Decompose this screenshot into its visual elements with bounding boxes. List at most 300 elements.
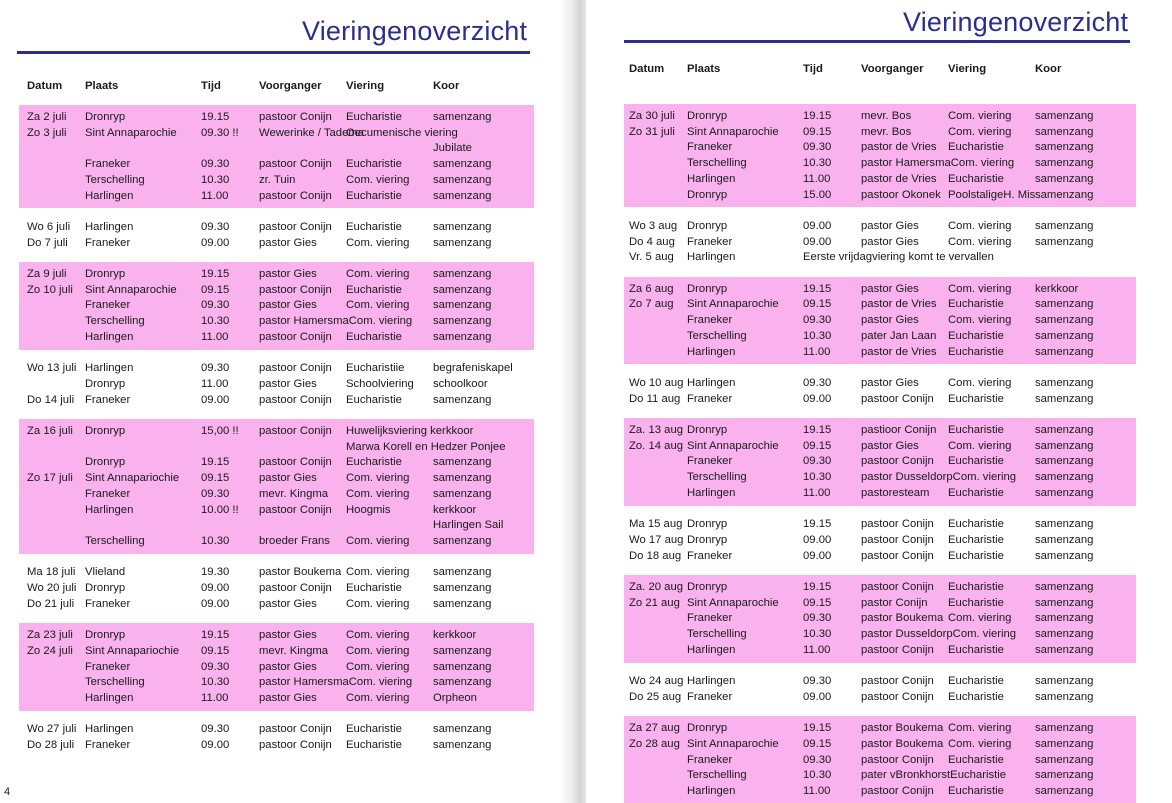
cell-choir: samenzang — [433, 566, 492, 579]
cell-time: 11.00 — [201, 330, 229, 343]
cell-service: Com. viering — [948, 439, 1012, 452]
cell-date: Zo 21 aug — [629, 596, 680, 609]
cell-place: Sint Annapariochie — [85, 644, 180, 657]
cell-time: 09.00 — [803, 690, 832, 703]
table-row — [0, 126, 572, 142]
cell-service: Eucharistie — [948, 329, 1004, 342]
cell-time: 09.30 — [803, 612, 832, 625]
cell-service: Eucharistie — [948, 486, 1004, 499]
cell-date: Ma 15 aug — [629, 518, 683, 531]
cell-service: Eucharistie — [948, 392, 1004, 405]
cell-service: Eucharistie — [346, 739, 402, 751]
cell-place: Sint Annaparochie — [85, 283, 177, 296]
cell-date: Wo 17 aug — [629, 533, 684, 546]
cell-choir: samenzang — [1035, 439, 1094, 452]
table-row — [586, 611, 1172, 627]
cell-celebrant: pastor Gies — [259, 377, 317, 390]
cell-place: Franeker — [687, 392, 733, 405]
cell-time: 19.15 — [201, 268, 230, 280]
cell-time: 10.30 — [803, 157, 832, 170]
column-header-service: Viering — [948, 63, 987, 75]
cell-time: 19.15 — [803, 110, 832, 122]
page-number: 4 — [4, 786, 11, 798]
cell-service: Com. viering — [346, 173, 410, 186]
table-row — [586, 109, 1172, 125]
table-row — [586, 533, 1172, 549]
cell-choir: samenzang — [1035, 769, 1094, 782]
cell-choir: samenzang — [433, 456, 492, 469]
cell-date: Do 4 aug — [629, 235, 675, 248]
cell-place: Terschelling — [687, 471, 747, 484]
cell-date: Zo 28 aug — [629, 738, 680, 750]
cell-choir: samenzang — [433, 644, 492, 657]
cell-celebrant: pastoor Conijn — [861, 455, 934, 468]
cell-date: Wo 20 juli — [27, 582, 77, 594]
cell-celebrant: pastor DusseldorpCom. viering — [861, 628, 1017, 641]
cell-place: Terschelling — [85, 676, 145, 689]
cell-service: Eucharistie — [948, 345, 1004, 358]
cell-place: Harlingen — [687, 643, 736, 656]
cell-service: Eucharistie — [346, 189, 402, 202]
cell-choir: samenzang — [433, 597, 492, 610]
cell-service: Eucharistie — [948, 675, 1004, 688]
cell-celebrant: pastor Gies — [861, 282, 919, 295]
table-row — [0, 377, 572, 393]
cell-celebrant: zr. Tuin — [259, 173, 296, 186]
cell-celebrant: pastor Gies — [259, 629, 317, 642]
cell-place: Franeker — [687, 753, 733, 766]
table-row — [0, 675, 572, 691]
cell-celebrant: pastoor Conijn — [861, 533, 934, 546]
cell-choir: kerkkoor — [433, 503, 477, 516]
cell-choir: samenzang — [1035, 188, 1094, 201]
cell-time: 09.30 — [201, 158, 230, 171]
table-row — [0, 503, 572, 519]
cell-place: Dronryp — [85, 111, 126, 123]
cell-time: 10.30 — [803, 628, 832, 641]
cell-place: Harlingen — [687, 486, 736, 499]
cell-service: Com. viering — [948, 314, 1012, 327]
cell-choir: samenzang — [1035, 628, 1094, 641]
cell-place: Vlieland — [85, 566, 126, 579]
table-row — [586, 329, 1172, 345]
table-row — [586, 313, 1172, 329]
cell-choir: samenzang — [433, 283, 492, 296]
cell-choir: begrafeniskapel — [433, 362, 513, 375]
cell-celebrant: pater vBronkhorstEucharistie — [861, 769, 1007, 782]
cell-date: Vr. 5 aug — [629, 251, 674, 264]
table-row — [586, 156, 1172, 172]
cell-service: Huwelijksviering kerkkoor — [346, 425, 474, 437]
cell-celebrant: pastor Gies — [861, 439, 919, 452]
cell-celebrant: pastoor Conijn — [861, 785, 934, 798]
cell-choir: samenzang — [1035, 141, 1094, 154]
cell-place: Dronryp — [687, 533, 728, 546]
cell-time: 09.30 — [803, 753, 832, 766]
cell-choir: samenzang — [1035, 235, 1094, 248]
cell-time: 10.30 — [201, 173, 230, 186]
cell-place: Dronryp — [85, 268, 126, 280]
cell-time: 09.30 !! — [201, 126, 239, 139]
cell-time: 10.30 — [201, 315, 230, 328]
cell-celebrant: pastor Conijn — [861, 596, 928, 609]
cell-time: 09.15 — [803, 439, 832, 452]
cell-place: Dronryp — [85, 582, 126, 594]
cell-celebrant: pastoor Conijn — [259, 503, 332, 516]
cell-celebrant: Wewerinke / Tadema — [259, 126, 365, 139]
cell-place: Harlingen — [687, 345, 736, 358]
table-row — [586, 439, 1172, 455]
cell-celebrant: pastoor Conijn — [861, 675, 934, 688]
table-row — [0, 283, 572, 299]
cell-choir: samenzang — [1035, 690, 1094, 703]
cell-service: Eucharistie — [346, 111, 402, 123]
column-header-time: Tijd — [803, 63, 823, 75]
cell-choir: samenzang — [433, 173, 492, 186]
table-row — [0, 267, 572, 283]
cell-place: Franeker — [85, 393, 131, 406]
cell-celebrant: pastoor Conijn — [259, 723, 332, 736]
cell-choir: samenzang — [1035, 785, 1094, 798]
cell-celebrant: pastoor Conijn — [861, 392, 934, 405]
cell-celebrant: pastor Boukema — [259, 566, 342, 579]
cell-choir: samenzang — [1035, 298, 1094, 311]
cell-choir: samenzang — [1035, 753, 1094, 766]
cell-place: Harlingen — [687, 675, 736, 688]
table-row — [0, 565, 572, 581]
table-row — [586, 125, 1172, 141]
column-header-time: Tijd — [201, 80, 221, 92]
cell-date: Za 9 juli — [27, 268, 67, 280]
cell-celebrant: pastoor Conijn — [259, 283, 332, 296]
cell-choir: samenzang — [1035, 486, 1094, 499]
table-row — [586, 219, 1172, 235]
cell-time: 19.30 — [201, 566, 230, 579]
cell-time: 10.00 !! — [201, 503, 239, 516]
cell-place: Dronryp — [687, 581, 728, 593]
cell-time: 09.00 — [803, 219, 832, 232]
table-row — [586, 674, 1172, 690]
cell-date: Za 23 juli — [27, 629, 73, 642]
cell-service: Eucharistie — [346, 283, 402, 296]
cell-celebrant: pastoor Conijn — [259, 330, 332, 343]
table-row — [0, 581, 572, 597]
cell-time: 15,00 !! — [201, 425, 239, 437]
cell-date: Do 28 juli — [27, 739, 75, 751]
cell-date: Do 21 juli — [27, 597, 75, 610]
cell-time: 15.00 — [803, 188, 832, 201]
cell-time: 09.00 — [803, 235, 832, 248]
cell-time: 11.00 — [803, 785, 831, 798]
cell-service: Com. viering — [948, 722, 1012, 735]
table-row — [586, 627, 1172, 643]
cell-celebrant: pastoor Conijn — [259, 189, 332, 202]
table-row — [0, 518, 572, 534]
cell-service: Com. viering — [948, 612, 1012, 625]
table-row — [586, 250, 1172, 266]
cell-service: Eucharistie — [346, 393, 402, 406]
cell-time: 09.30 — [803, 455, 832, 468]
cell-service: Eucharistie — [948, 549, 1004, 562]
table-header — [0, 79, 572, 97]
cell-choir: samenzang — [433, 534, 492, 547]
cell-time: 09.00 — [201, 739, 230, 751]
cell-time: 09.30 — [201, 362, 230, 375]
cell-place: Harlingen — [85, 189, 134, 202]
cell-choir: samenzang — [433, 268, 492, 280]
cell-time: 19.15 — [803, 282, 832, 295]
cell-service: Eucharistiie — [346, 362, 405, 375]
cell-choir: samenzang — [433, 189, 492, 202]
cell-service: Com. viering — [948, 219, 1012, 232]
cell-celebrant: pastioor Conijn — [861, 424, 937, 436]
cell-celebrant: pastor Boukema — [861, 612, 944, 625]
table-row — [586, 596, 1172, 612]
cell-time: 09.15 — [201, 472, 230, 485]
table-row — [0, 455, 572, 471]
cell-service: Oecumenische viering — [346, 126, 458, 139]
cell-time: 11.00 — [201, 377, 229, 390]
table-row — [0, 361, 572, 377]
cell-choir: kerkkoor — [1035, 282, 1079, 295]
cell-celebrant: pastor Gies — [259, 268, 317, 280]
cell-service: Eucharistie — [948, 596, 1004, 609]
cell-place: Dronryp — [85, 377, 126, 390]
cell-service: Eucharistie — [948, 424, 1004, 436]
cell-place: Harlingen — [85, 691, 134, 704]
table-row — [0, 157, 572, 173]
column-header-choir: Koor — [433, 80, 460, 92]
cell-date: Zo 24 juli — [27, 644, 73, 657]
title-underline — [17, 51, 530, 54]
cell-date: Za 16 juli — [27, 425, 73, 437]
table-row — [0, 189, 572, 205]
cell-celebrant: pastor HamersmaCom. viering — [861, 157, 1015, 170]
cell-celebrant: pastor Gies — [259, 691, 317, 704]
cell-date: Za 2 juli — [27, 111, 67, 123]
column-header-celebrant: Voorganger — [259, 80, 322, 92]
cell-date: Wo 27 juli — [27, 723, 77, 736]
cell-choir: samenzang — [433, 299, 492, 312]
cell-place: Terschelling — [687, 329, 747, 342]
cell-choir: samenzang — [1035, 392, 1094, 405]
cell-place: Harlingen — [85, 723, 134, 736]
cell-service: Marwa Korell en Hedzer Ponjee — [346, 440, 506, 453]
cell-service: Eucharistie — [346, 582, 402, 594]
table-header — [586, 62, 1172, 80]
cell-time: 10.30 — [201, 676, 230, 689]
cell-time: 11.00 — [803, 643, 831, 656]
cell-service: Com. viering — [346, 268, 410, 280]
cell-time: 09.15 — [803, 596, 832, 609]
cell-choir: samenzang — [433, 472, 492, 485]
cell-celebrant: pastoor Conijn — [259, 158, 332, 171]
cell-celebrant: pastor de Vries — [861, 345, 937, 358]
cell-time: 09.30 — [803, 314, 832, 327]
cell-celebrant: pastoor Conijn — [861, 690, 934, 703]
cell-place: Sint Annaparochie — [687, 125, 779, 138]
table-row — [586, 454, 1172, 470]
table-row — [586, 345, 1172, 361]
table-row — [586, 580, 1172, 596]
cell-choir: samenzang — [1035, 125, 1094, 138]
cell-place: Franeker — [687, 690, 733, 703]
cell-choir: samenzang — [1035, 549, 1094, 562]
cell-celebrant: pastor Gies — [861, 235, 919, 248]
cell-choir: samenzang — [433, 582, 492, 594]
cell-choir: samenzang — [1035, 219, 1094, 232]
column-header-place: Plaats — [85, 80, 119, 92]
cell-place: Dronryp — [687, 424, 728, 436]
cell-place: Harlingen — [687, 785, 736, 798]
cell-celebrant: pastor Gies — [861, 219, 919, 232]
table-row — [0, 628, 572, 644]
cell-choir: samenzang — [1035, 643, 1094, 656]
cell-service: Eucharistie — [948, 753, 1004, 766]
cell-celebrant: pastor HamersmaCom. viering — [259, 315, 413, 328]
cell-time: 19.15 — [803, 518, 832, 531]
cell-place: Franeker — [687, 549, 733, 562]
cell-place: Franeker — [85, 660, 131, 673]
table-row — [586, 235, 1172, 251]
cell-celebrant: pastoresteam — [861, 486, 930, 499]
cell-service: Eucharistie — [948, 518, 1004, 531]
cell-place: Harlingen — [85, 220, 134, 233]
cell-choir: samenzang — [433, 723, 492, 736]
cell-choir: samenzang — [1035, 376, 1094, 389]
cell-choir: samenzang — [433, 158, 492, 171]
cell-place: Franeker — [85, 597, 131, 610]
cell-service: Com. viering — [346, 660, 410, 673]
cell-choir: Harlingen Sail — [433, 519, 504, 532]
cell-service: Com. viering — [346, 534, 410, 547]
table-row — [586, 297, 1172, 313]
cell-service: Com. viering — [346, 299, 410, 312]
cell-choir: samenzang — [433, 220, 492, 233]
cell-time: 19.15 — [201, 629, 230, 642]
cell-place: Franeker — [687, 612, 733, 625]
cell-time: 09.15 — [803, 738, 832, 750]
table-row — [586, 753, 1172, 769]
cell-celebrant: pastoor Conijn — [259, 362, 332, 375]
table-row — [0, 330, 572, 346]
cell-date: Do 25 aug — [629, 690, 682, 703]
cell-time: 10.30 — [803, 471, 832, 484]
cell-service: Eucharistie — [948, 581, 1004, 593]
cell-place: Sint Annaparochie — [85, 126, 177, 139]
table-row — [0, 440, 572, 456]
cell-date: Zo 31 juli — [629, 125, 675, 138]
cell-time: 19.15 — [803, 581, 832, 593]
cell-celebrant: pastor Gies — [259, 597, 317, 610]
cell-service: Com. viering — [346, 472, 410, 485]
cell-service: Com. viering — [948, 738, 1012, 750]
cell-time: 09.30 — [201, 220, 230, 233]
cell-place: Franeker — [687, 141, 733, 154]
cell-date: Za 27 aug — [629, 722, 680, 735]
cell-choir: samenzang — [433, 236, 492, 249]
cell-date: Za. 20 aug — [629, 581, 684, 593]
cell-time: 11.00 — [803, 345, 831, 358]
table-row — [0, 236, 572, 252]
cell-time: 11.00 — [201, 691, 229, 704]
cell-service: Eucharistie — [948, 643, 1004, 656]
cell-place: Franeker — [687, 235, 733, 248]
table-row — [0, 471, 572, 487]
cell-celebrant: pastor Gies — [861, 376, 919, 389]
table-row — [586, 486, 1172, 502]
cell-place: Franeker — [85, 487, 131, 500]
cell-place: Terschelling — [687, 769, 747, 782]
cell-choir: samenzang — [1035, 612, 1094, 625]
cell-date: Zo 10 juli — [27, 283, 73, 296]
table-row — [586, 376, 1172, 392]
cell-choir: samenzang — [433, 487, 492, 500]
cell-place: Franeker — [687, 314, 733, 327]
cell-celebrant: pastoor Conijn — [259, 220, 332, 233]
cell-date: Do 14 juli — [27, 393, 75, 406]
cell-time: 10.30 — [803, 769, 832, 782]
cell-place: Harlingen — [85, 503, 134, 516]
cell-choir: samenzang — [433, 739, 492, 751]
cell-place: Sint Annaparochie — [687, 298, 779, 311]
cell-celebrant: pastor Boukema — [861, 738, 944, 750]
cell-time: 11.00 — [803, 172, 831, 185]
cell-celebrant: pastor de Vries — [861, 141, 937, 154]
cell-service: Eucharistie — [948, 690, 1004, 703]
cell-date: Zo 3 juli — [27, 126, 67, 139]
cell-service: Eucharistie — [948, 141, 1004, 154]
cell-celebrant: pastor de Vries — [861, 172, 937, 185]
cell-service: Eucharistie — [948, 172, 1004, 185]
cell-choir: kerkkoor — [433, 629, 477, 642]
cell-celebrant: pastor Gies — [861, 314, 919, 327]
cell-service: Eucharistie — [948, 455, 1004, 468]
table-row — [0, 722, 572, 738]
cell-service: Eucharistie — [948, 298, 1004, 311]
cell-service: Hoogmis — [346, 503, 391, 516]
cell-celebrant: pastoor Conijn — [861, 581, 934, 593]
cell-place: Sint Annaparochie — [687, 439, 779, 452]
table-row — [586, 549, 1172, 565]
cell-choir: samenzang — [1035, 675, 1094, 688]
cell-date: Ma 18 juli — [27, 566, 76, 579]
cell-celebrant: pastor HamersmaCom. viering — [259, 676, 413, 689]
cell-choir: samenzang — [433, 330, 492, 343]
cell-choir: samenzang — [1035, 581, 1094, 593]
cell-time: 09.15 — [201, 644, 230, 657]
table-row — [586, 737, 1172, 753]
cell-place: Terschelling — [687, 628, 747, 641]
cell-place: Terschelling — [85, 534, 145, 547]
table-row — [586, 643, 1172, 659]
right-page — [586, 0, 1172, 803]
cell-time: 09.00 — [803, 392, 832, 405]
cell-choir: samenzang — [1035, 722, 1094, 735]
cell-date: Za 6 aug — [629, 282, 674, 295]
cell-time: 09.00 — [201, 597, 230, 610]
table-row — [586, 188, 1172, 204]
cell-time: 09.30 — [803, 675, 832, 688]
cell-date: Za. 13 aug — [629, 424, 684, 436]
cell-celebrant: pater Jan Laan — [861, 329, 937, 342]
cell-service: Eucharistie — [948, 533, 1004, 546]
cell-time: 10.30 — [201, 534, 230, 547]
cell-date: Do 18 aug — [629, 549, 682, 562]
cell-time: 09.30 — [803, 141, 832, 154]
cell-choir: samenzang — [1035, 596, 1094, 609]
table-row — [586, 282, 1172, 298]
